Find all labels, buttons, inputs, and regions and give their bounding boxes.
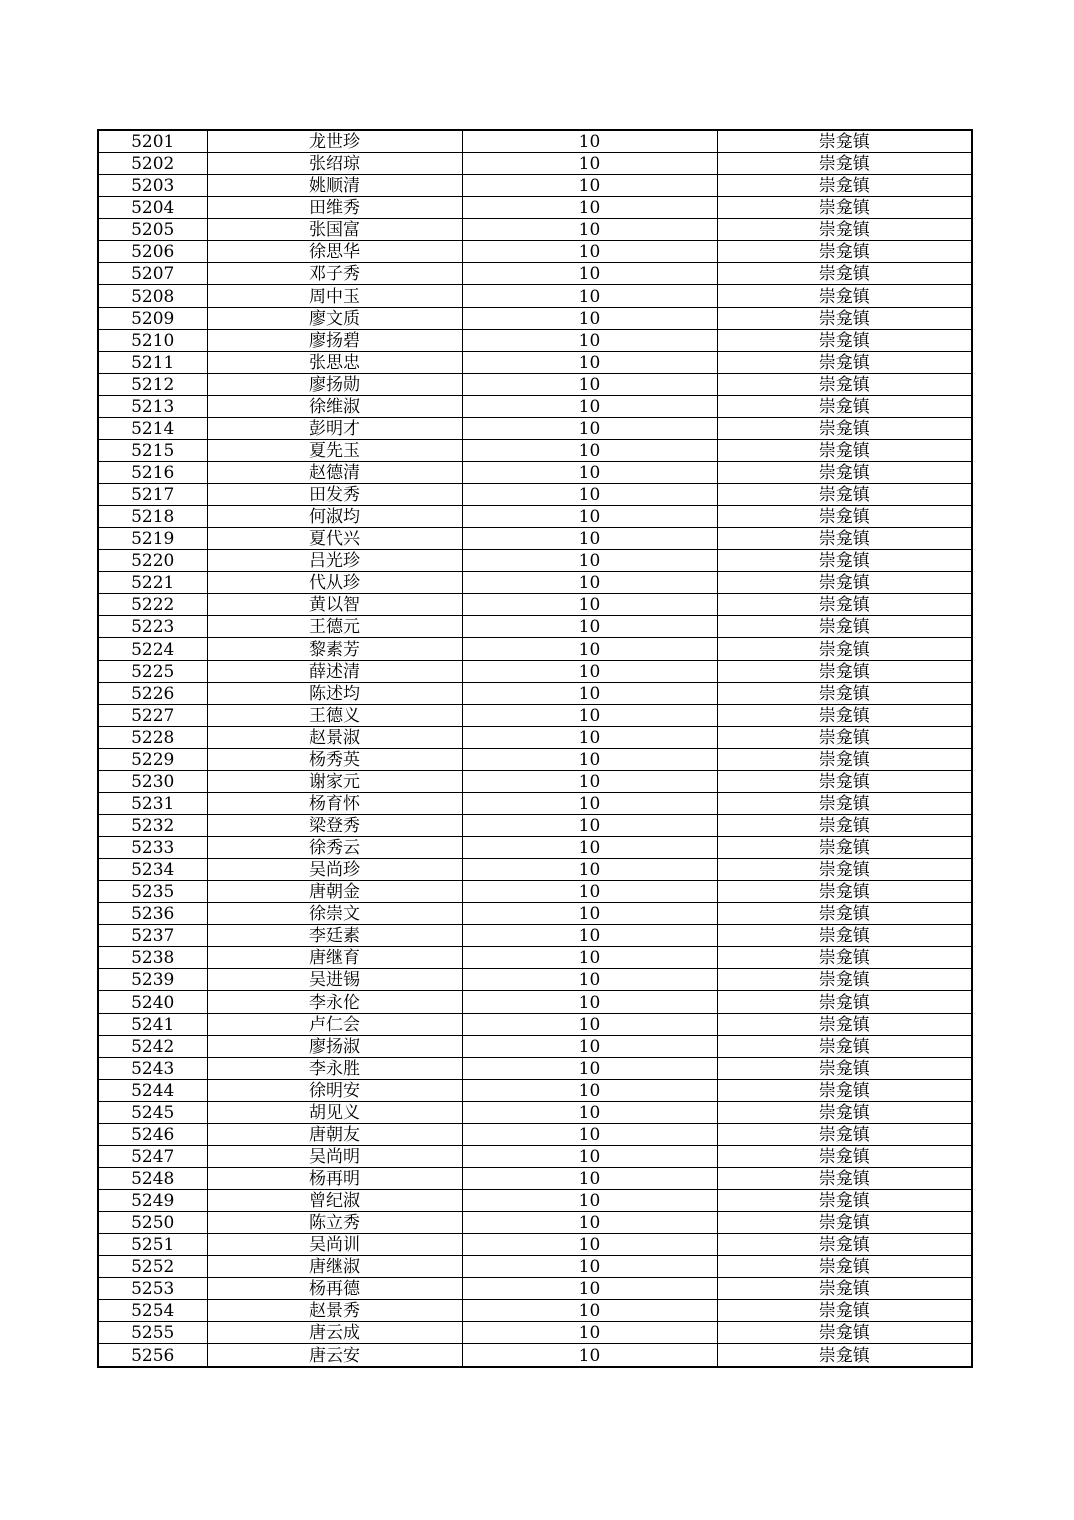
table-row bbox=[98, 748, 972, 770]
table-row bbox=[98, 704, 972, 726]
amount-cell: 10 bbox=[462, 814, 717, 836]
amount-cell: 10 bbox=[462, 770, 717, 792]
name-cell: 王德元 bbox=[207, 616, 462, 638]
row-number-cell: 5211 bbox=[98, 351, 207, 373]
amount-cell: 10 bbox=[462, 1035, 717, 1057]
town-cell: 崇龛镇 bbox=[717, 1079, 972, 1101]
table-row bbox=[98, 1234, 972, 1256]
town-cell: 崇龛镇 bbox=[717, 594, 972, 616]
table-row bbox=[98, 461, 972, 483]
name-cell: 吴尚训 bbox=[207, 1234, 462, 1256]
row-number-cell: 5222 bbox=[98, 594, 207, 616]
amount-cell: 10 bbox=[462, 1145, 717, 1167]
row-number-cell: 5212 bbox=[98, 373, 207, 395]
name-cell: 李永胜 bbox=[207, 1057, 462, 1079]
row-number-cell: 5246 bbox=[98, 1123, 207, 1145]
town-cell: 崇龛镇 bbox=[717, 1344, 972, 1367]
amount-cell: 10 bbox=[462, 1101, 717, 1123]
table-row bbox=[98, 881, 972, 903]
name-cell: 吕光珍 bbox=[207, 550, 462, 572]
town-cell: 崇龛镇 bbox=[717, 837, 972, 859]
town-cell: 崇龛镇 bbox=[717, 307, 972, 329]
table-row bbox=[98, 439, 972, 461]
town-cell: 崇龛镇 bbox=[717, 550, 972, 572]
row-number-cell: 5240 bbox=[98, 991, 207, 1013]
name-cell: 黎素芳 bbox=[207, 638, 462, 660]
table-row bbox=[98, 903, 972, 925]
name-cell: 胡见义 bbox=[207, 1101, 462, 1123]
table-row bbox=[98, 1190, 972, 1212]
name-cell: 谢家元 bbox=[207, 770, 462, 792]
name-cell: 梁登秀 bbox=[207, 814, 462, 836]
amount-cell: 10 bbox=[462, 506, 717, 528]
amount-cell: 10 bbox=[462, 660, 717, 682]
row-number-cell: 5220 bbox=[98, 550, 207, 572]
town-cell: 崇龛镇 bbox=[717, 1167, 972, 1189]
name-cell: 廖扬碧 bbox=[207, 329, 462, 351]
amount-cell: 10 bbox=[462, 175, 717, 197]
amount-cell: 10 bbox=[462, 792, 717, 814]
name-cell: 吴进锡 bbox=[207, 969, 462, 991]
name-cell: 张绍琼 bbox=[207, 153, 462, 175]
amount-cell: 10 bbox=[462, 351, 717, 373]
row-number-cell: 5255 bbox=[98, 1322, 207, 1344]
town-cell: 崇龛镇 bbox=[717, 439, 972, 461]
row-number-cell: 5203 bbox=[98, 175, 207, 197]
town-cell: 崇龛镇 bbox=[717, 1123, 972, 1145]
name-cell: 曾纪淑 bbox=[207, 1190, 462, 1212]
table-row bbox=[98, 395, 972, 417]
amount-cell: 10 bbox=[462, 859, 717, 881]
name-cell: 杨再德 bbox=[207, 1278, 462, 1300]
amount-cell: 10 bbox=[462, 1278, 717, 1300]
table-row bbox=[98, 770, 972, 792]
table-row bbox=[98, 550, 972, 572]
table-row bbox=[98, 484, 972, 506]
town-cell: 崇龛镇 bbox=[717, 947, 972, 969]
town-cell: 崇龛镇 bbox=[717, 1234, 972, 1256]
town-cell: 崇龛镇 bbox=[717, 263, 972, 285]
amount-cell: 10 bbox=[462, 572, 717, 594]
amount-cell: 10 bbox=[462, 1123, 717, 1145]
amount-cell: 10 bbox=[462, 1322, 717, 1344]
name-cell: 唐云成 bbox=[207, 1322, 462, 1344]
amount-cell: 10 bbox=[462, 484, 717, 506]
row-number-cell: 5256 bbox=[98, 1344, 207, 1367]
row-number-cell: 5248 bbox=[98, 1167, 207, 1189]
row-number-cell: 5231 bbox=[98, 792, 207, 814]
table-row bbox=[98, 417, 972, 439]
name-cell: 廖扬淑 bbox=[207, 1035, 462, 1057]
row-number-cell: 5215 bbox=[98, 439, 207, 461]
amount-cell: 10 bbox=[462, 947, 717, 969]
name-cell: 田维秀 bbox=[207, 197, 462, 219]
name-cell: 李永伦 bbox=[207, 991, 462, 1013]
table-row bbox=[98, 285, 972, 307]
amount-cell: 10 bbox=[462, 219, 717, 241]
row-number-cell: 5201 bbox=[98, 130, 207, 153]
town-cell: 崇龛镇 bbox=[717, 175, 972, 197]
row-number-cell: 5235 bbox=[98, 881, 207, 903]
table-row bbox=[98, 1145, 972, 1167]
row-number-cell: 5233 bbox=[98, 837, 207, 859]
row-number-cell: 5214 bbox=[98, 417, 207, 439]
town-cell: 崇龛镇 bbox=[717, 417, 972, 439]
row-number-cell: 5213 bbox=[98, 395, 207, 417]
town-cell: 崇龛镇 bbox=[717, 461, 972, 483]
amount-cell: 10 bbox=[462, 373, 717, 395]
name-cell: 何淑均 bbox=[207, 506, 462, 528]
town-cell: 崇龛镇 bbox=[717, 616, 972, 638]
row-number-cell: 5242 bbox=[98, 1035, 207, 1057]
name-cell: 张国富 bbox=[207, 219, 462, 241]
table-row bbox=[98, 130, 972, 153]
table-row bbox=[98, 572, 972, 594]
row-number-cell: 5238 bbox=[98, 947, 207, 969]
amount-cell: 10 bbox=[462, 1013, 717, 1035]
town-cell: 崇龛镇 bbox=[717, 682, 972, 704]
name-cell: 李廷素 bbox=[207, 925, 462, 947]
amount-cell: 10 bbox=[462, 130, 717, 153]
table-row bbox=[98, 351, 972, 373]
table-row bbox=[98, 726, 972, 748]
name-cell: 王德义 bbox=[207, 704, 462, 726]
town-cell: 崇龛镇 bbox=[717, 528, 972, 550]
town-cell: 崇龛镇 bbox=[717, 660, 972, 682]
amount-cell: 10 bbox=[462, 1256, 717, 1278]
amount-cell: 10 bbox=[462, 263, 717, 285]
name-cell: 杨秀英 bbox=[207, 748, 462, 770]
town-cell: 崇龛镇 bbox=[717, 1278, 972, 1300]
town-cell: 崇龛镇 bbox=[717, 1101, 972, 1123]
amount-cell: 10 bbox=[462, 1212, 717, 1234]
amount-cell: 10 bbox=[462, 1079, 717, 1101]
name-cell: 吴尚珍 bbox=[207, 859, 462, 881]
town-cell: 崇龛镇 bbox=[717, 814, 972, 836]
table-row bbox=[98, 219, 972, 241]
amount-cell: 10 bbox=[462, 197, 717, 219]
name-cell: 杨再明 bbox=[207, 1167, 462, 1189]
amount-cell: 10 bbox=[462, 1057, 717, 1079]
row-number-cell: 5245 bbox=[98, 1101, 207, 1123]
table-row bbox=[98, 969, 972, 991]
amount-cell: 10 bbox=[462, 461, 717, 483]
table-row bbox=[98, 682, 972, 704]
town-cell: 崇龛镇 bbox=[717, 638, 972, 660]
table-row bbox=[98, 1278, 972, 1300]
row-number-cell: 5219 bbox=[98, 528, 207, 550]
table-row bbox=[98, 638, 972, 660]
row-number-cell: 5247 bbox=[98, 1145, 207, 1167]
town-cell: 崇龛镇 bbox=[717, 925, 972, 947]
town-cell: 崇龛镇 bbox=[717, 1145, 972, 1167]
town-cell: 崇龛镇 bbox=[717, 1322, 972, 1344]
town-cell: 崇龛镇 bbox=[717, 969, 972, 991]
town-cell: 崇龛镇 bbox=[717, 241, 972, 263]
amount-cell: 10 bbox=[462, 1190, 717, 1212]
town-cell: 崇龛镇 bbox=[717, 704, 972, 726]
amount-cell: 10 bbox=[462, 594, 717, 616]
table-row bbox=[98, 837, 972, 859]
town-cell: 崇龛镇 bbox=[717, 792, 972, 814]
name-cell: 唐云安 bbox=[207, 1344, 462, 1367]
table-row bbox=[98, 1035, 972, 1057]
row-number-cell: 5241 bbox=[98, 1013, 207, 1035]
name-cell: 廖扬勋 bbox=[207, 373, 462, 395]
town-cell: 崇龛镇 bbox=[717, 903, 972, 925]
amount-cell: 10 bbox=[462, 881, 717, 903]
table-row bbox=[98, 506, 972, 528]
table-row bbox=[98, 1057, 972, 1079]
town-cell: 崇龛镇 bbox=[717, 373, 972, 395]
amount-cell: 10 bbox=[462, 550, 717, 572]
town-cell: 崇龛镇 bbox=[717, 991, 972, 1013]
town-cell: 崇龛镇 bbox=[717, 1190, 972, 1212]
row-number-cell: 5209 bbox=[98, 307, 207, 329]
table-row bbox=[98, 263, 972, 285]
table-row bbox=[98, 1212, 972, 1234]
row-number-cell: 5210 bbox=[98, 329, 207, 351]
table-row bbox=[98, 594, 972, 616]
table-row bbox=[98, 792, 972, 814]
town-cell: 崇龛镇 bbox=[717, 329, 972, 351]
row-number-cell: 5206 bbox=[98, 241, 207, 263]
name-cell: 赵德清 bbox=[207, 461, 462, 483]
table-row bbox=[98, 1123, 972, 1145]
name-cell: 唐朝金 bbox=[207, 881, 462, 903]
amount-cell: 10 bbox=[462, 969, 717, 991]
amount-cell: 10 bbox=[462, 991, 717, 1013]
name-cell: 廖文质 bbox=[207, 307, 462, 329]
table-row bbox=[98, 528, 972, 550]
table-row bbox=[98, 153, 972, 175]
amount-cell: 10 bbox=[462, 638, 717, 660]
row-number-cell: 5204 bbox=[98, 197, 207, 219]
row-number-cell: 5239 bbox=[98, 969, 207, 991]
town-cell: 崇龛镇 bbox=[717, 484, 972, 506]
amount-cell: 10 bbox=[462, 417, 717, 439]
data-table bbox=[97, 129, 973, 1368]
town-cell: 崇龛镇 bbox=[717, 197, 972, 219]
town-cell: 崇龛镇 bbox=[717, 859, 972, 881]
name-cell: 姚顺清 bbox=[207, 175, 462, 197]
row-number-cell: 5236 bbox=[98, 903, 207, 925]
table-row bbox=[98, 329, 972, 351]
name-cell: 黄以智 bbox=[207, 594, 462, 616]
row-number-cell: 5234 bbox=[98, 859, 207, 881]
name-cell: 张思忠 bbox=[207, 351, 462, 373]
town-cell: 崇龛镇 bbox=[717, 285, 972, 307]
row-number-cell: 5251 bbox=[98, 1234, 207, 1256]
row-number-cell: 5253 bbox=[98, 1278, 207, 1300]
town-cell: 崇龛镇 bbox=[717, 1057, 972, 1079]
table-row bbox=[98, 660, 972, 682]
table-row bbox=[98, 859, 972, 881]
amount-cell: 10 bbox=[462, 1344, 717, 1367]
town-cell: 崇龛镇 bbox=[717, 1212, 972, 1234]
town-cell: 崇龛镇 bbox=[717, 395, 972, 417]
row-number-cell: 5221 bbox=[98, 572, 207, 594]
name-cell: 夏先玉 bbox=[207, 439, 462, 461]
table-row bbox=[98, 197, 972, 219]
town-cell: 崇龛镇 bbox=[717, 1013, 972, 1035]
name-cell: 徐明安 bbox=[207, 1079, 462, 1101]
table-row bbox=[98, 241, 972, 263]
row-number-cell: 5225 bbox=[98, 660, 207, 682]
row-number-cell: 5217 bbox=[98, 484, 207, 506]
row-number-cell: 5207 bbox=[98, 263, 207, 285]
row-number-cell: 5232 bbox=[98, 814, 207, 836]
town-cell: 崇龛镇 bbox=[717, 726, 972, 748]
amount-cell: 10 bbox=[462, 925, 717, 947]
row-number-cell: 5228 bbox=[98, 726, 207, 748]
table-row bbox=[98, 616, 972, 638]
town-cell: 崇龛镇 bbox=[717, 1035, 972, 1057]
table-row bbox=[98, 1322, 972, 1344]
amount-cell: 10 bbox=[462, 439, 717, 461]
town-cell: 崇龛镇 bbox=[717, 506, 972, 528]
name-cell: 唐继淑 bbox=[207, 1256, 462, 1278]
table-row bbox=[98, 1079, 972, 1101]
name-cell: 代从珍 bbox=[207, 572, 462, 594]
row-number-cell: 5202 bbox=[98, 153, 207, 175]
amount-cell: 10 bbox=[462, 1300, 717, 1322]
row-number-cell: 5237 bbox=[98, 925, 207, 947]
row-number-cell: 5226 bbox=[98, 682, 207, 704]
table-row bbox=[98, 1101, 972, 1123]
town-cell: 崇龛镇 bbox=[717, 351, 972, 373]
town-cell: 崇龛镇 bbox=[717, 770, 972, 792]
name-cell: 周中玉 bbox=[207, 285, 462, 307]
table-row bbox=[98, 947, 972, 969]
table-row bbox=[98, 307, 972, 329]
row-number-cell: 5223 bbox=[98, 616, 207, 638]
amount-cell: 10 bbox=[462, 1234, 717, 1256]
name-cell: 陈立秀 bbox=[207, 1212, 462, 1234]
name-cell: 夏代兴 bbox=[207, 528, 462, 550]
name-cell: 徐维淑 bbox=[207, 395, 462, 417]
table-row bbox=[98, 1344, 972, 1367]
table-row bbox=[98, 1013, 972, 1035]
town-cell: 崇龛镇 bbox=[717, 1300, 972, 1322]
row-number-cell: 5216 bbox=[98, 461, 207, 483]
amount-cell: 10 bbox=[462, 153, 717, 175]
table-row bbox=[98, 991, 972, 1013]
amount-cell: 10 bbox=[462, 903, 717, 925]
row-number-cell: 5250 bbox=[98, 1212, 207, 1234]
town-cell: 崇龛镇 bbox=[717, 219, 972, 241]
name-cell: 徐秀云 bbox=[207, 837, 462, 859]
name-cell: 赵景秀 bbox=[207, 1300, 462, 1322]
name-cell: 薛述清 bbox=[207, 660, 462, 682]
amount-cell: 10 bbox=[462, 528, 717, 550]
row-number-cell: 5254 bbox=[98, 1300, 207, 1322]
name-cell: 邓子秀 bbox=[207, 263, 462, 285]
amount-cell: 10 bbox=[462, 241, 717, 263]
amount-cell: 10 bbox=[462, 329, 717, 351]
row-number-cell: 5227 bbox=[98, 704, 207, 726]
amount-cell: 10 bbox=[462, 726, 717, 748]
amount-cell: 10 bbox=[462, 682, 717, 704]
row-number-cell: 5249 bbox=[98, 1190, 207, 1212]
name-cell: 杨育怀 bbox=[207, 792, 462, 814]
row-number-cell: 5252 bbox=[98, 1256, 207, 1278]
amount-cell: 10 bbox=[462, 837, 717, 859]
town-cell: 崇龛镇 bbox=[717, 130, 972, 153]
town-cell: 崇龛镇 bbox=[717, 748, 972, 770]
table-row bbox=[98, 1167, 972, 1189]
name-cell: 陈述均 bbox=[207, 682, 462, 704]
row-number-cell: 5218 bbox=[98, 506, 207, 528]
town-cell: 崇龛镇 bbox=[717, 881, 972, 903]
town-cell: 崇龛镇 bbox=[717, 1256, 972, 1278]
name-cell: 田发秀 bbox=[207, 484, 462, 506]
table-body bbox=[98, 130, 972, 1367]
table-row bbox=[98, 1300, 972, 1322]
row-number-cell: 5208 bbox=[98, 285, 207, 307]
row-number-cell: 5230 bbox=[98, 770, 207, 792]
amount-cell: 10 bbox=[462, 616, 717, 638]
name-cell: 徐崇文 bbox=[207, 903, 462, 925]
table-row bbox=[98, 925, 972, 947]
name-cell: 徐思华 bbox=[207, 241, 462, 263]
amount-cell: 10 bbox=[462, 748, 717, 770]
name-cell: 赵景淑 bbox=[207, 726, 462, 748]
table-row bbox=[98, 373, 972, 395]
row-number-cell: 5243 bbox=[98, 1057, 207, 1079]
row-number-cell: 5244 bbox=[98, 1079, 207, 1101]
amount-cell: 10 bbox=[462, 285, 717, 307]
name-cell: 龙世珍 bbox=[207, 130, 462, 153]
amount-cell: 10 bbox=[462, 395, 717, 417]
row-number-cell: 5224 bbox=[98, 638, 207, 660]
name-cell: 卢仁会 bbox=[207, 1013, 462, 1035]
town-cell: 崇龛镇 bbox=[717, 572, 972, 594]
row-number-cell: 5205 bbox=[98, 219, 207, 241]
amount-cell: 10 bbox=[462, 1167, 717, 1189]
town-cell: 崇龛镇 bbox=[717, 153, 972, 175]
name-cell: 唐朝友 bbox=[207, 1123, 462, 1145]
name-cell: 唐继育 bbox=[207, 947, 462, 969]
row-number-cell: 5229 bbox=[98, 748, 207, 770]
amount-cell: 10 bbox=[462, 307, 717, 329]
name-cell: 吴尚明 bbox=[207, 1145, 462, 1167]
table-row bbox=[98, 814, 972, 836]
table-row bbox=[98, 1256, 972, 1278]
table-row bbox=[98, 175, 972, 197]
name-cell: 彭明才 bbox=[207, 417, 462, 439]
amount-cell: 10 bbox=[462, 704, 717, 726]
